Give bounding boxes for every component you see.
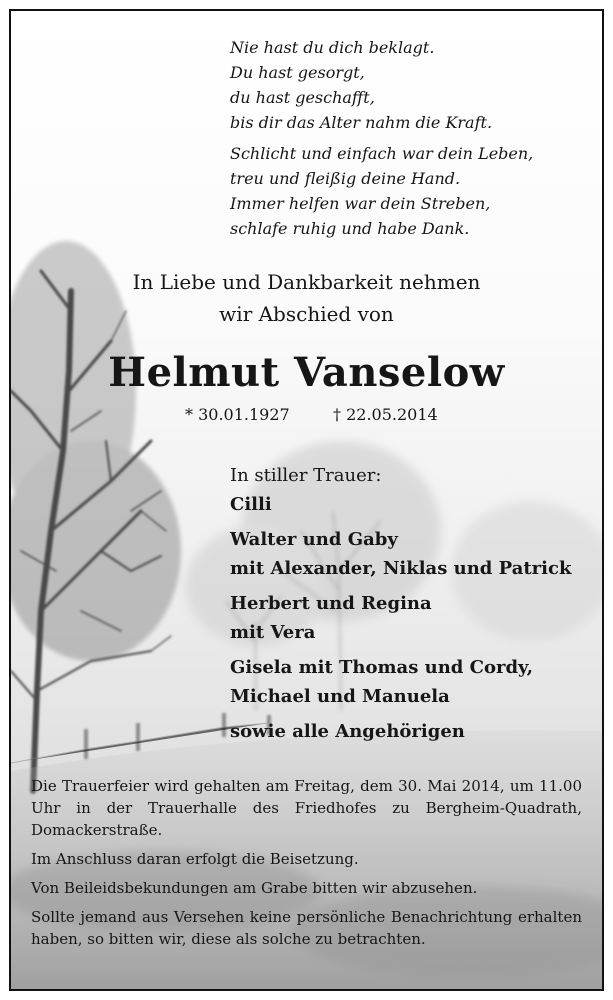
condolences-text: Von Beileidsbekundungen am Grabe bitten wir abzusehen. (31, 879, 478, 897)
mourner-line: Cilli (230, 494, 272, 515)
farewell-intro-line-2: wir Abschied von (219, 302, 394, 326)
poem-line: Du hast gesorgt, (230, 63, 365, 82)
farewell-intro-line-1: In Liebe und Dankbarkeit nehmen (132, 270, 481, 294)
funeral-service-text: Die Trauerfeier wird gehalten am Freitag, dem 30. Mai 2014, um 11.00 Uhr in der Trauerhalle des Friedhofes zu Bergheim-Quadrath, Domackerstraße. (31, 777, 582, 839)
poem-line: bis dir das Alter nahm die Kraft. (230, 113, 493, 132)
poem-line: Nie hast du dich beklagt. (230, 38, 435, 57)
memorial-poem (230, 35, 533, 241)
mourners-list (230, 461, 571, 746)
mourners-heading: In stiller Trauer: (230, 465, 382, 486)
mourner-group (230, 525, 571, 583)
poem-line: du hast geschafft, (230, 88, 375, 107)
mourner-line: Gisela mit Thomas und Cordy, (230, 657, 534, 678)
mourner-group (230, 653, 571, 711)
mourner-line: Walter und Gaby (230, 529, 398, 550)
mourner-group (230, 717, 571, 746)
poem-line: treu und fleißig deine Hand. (230, 169, 461, 188)
notification-text: Sollte jemand aus Versehen keine persönliche Benachrichtung erhalten haben, so bitten wir, diese als solche zu betrachten. (31, 908, 582, 948)
death-date: † 22.05.2014 (333, 405, 438, 424)
mourner-group (230, 490, 571, 519)
poem-line: Schlicht und einfach war dein Leben, (230, 144, 534, 163)
poem-stanza (230, 141, 533, 241)
poem-stanza (230, 35, 533, 135)
mourner-line: mit Alexander, Niklas und Patrick (230, 558, 572, 579)
deceased-name: Helmut Vanselow (108, 349, 505, 396)
funeral-details (31, 775, 582, 950)
burial-text: Im Anschluss daran erfolgt die Beisetzung. (31, 850, 359, 868)
obituary-notice (9, 9, 604, 991)
mourner-line: Michael und Manuela (230, 686, 450, 707)
mourner-line: Herbert und Regina (230, 593, 432, 614)
mourner-line: sowie alle Angehörigen (230, 721, 465, 742)
birth-date: * 30.01.1927 (185, 405, 290, 424)
poem-line: Immer helfen war dein Streben, (230, 194, 491, 213)
mourner-line: mit Vera (230, 622, 316, 643)
mourner-group (230, 589, 571, 647)
poem-line: schlafe ruhig und habe Dank. (230, 219, 470, 238)
